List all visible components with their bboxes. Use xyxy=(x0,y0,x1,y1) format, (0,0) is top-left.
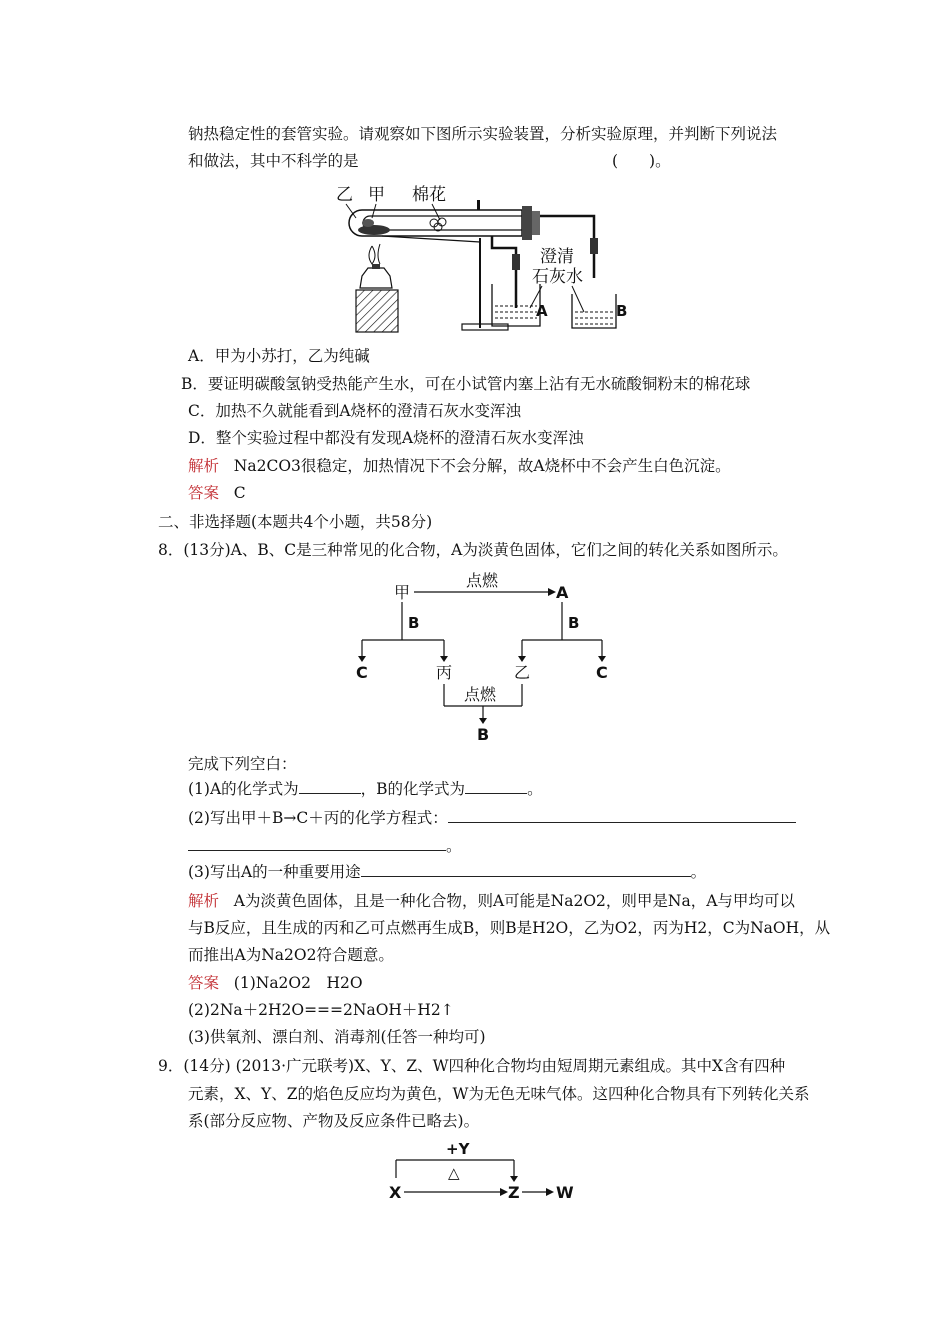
q7-analysis xyxy=(188,456,731,476)
q8-sub1-text-b: ，B的化学式为 xyxy=(360,780,466,798)
node-c-left: C xyxy=(356,663,368,682)
label-limewater-1: 澄清 xyxy=(540,247,574,267)
q8-answer-1: (1)Na2O2 H2O xyxy=(233,974,363,992)
q8-blank-equation-1[interactable] xyxy=(448,808,796,823)
label-beaker-b: B xyxy=(616,302,628,320)
q8-analysis-label: 解析 xyxy=(188,892,220,910)
node-w: W xyxy=(556,1183,574,1202)
q7-intro-line2 xyxy=(188,151,359,171)
q7-answer-paren: ( )。 xyxy=(612,152,671,170)
q8-analysis-line3: 而推出A为Na2O2符合题意。 xyxy=(188,946,394,964)
q7-option-a: A．甲为小苏打，乙为纯碱 xyxy=(188,347,370,365)
q7-answer-value: C xyxy=(233,484,246,502)
q7-apparatus-figure xyxy=(332,178,632,338)
q7-intro-line1: 钠热稳定性的套管实验。请观察如下图所示实验装置，分析实验原理，并判断下列说法 xyxy=(188,125,778,143)
q8-analysis-text-1: A为淡黄色固体，且是一种化合物，则A可能是Na2O2，则甲是Na，A与甲均可以 xyxy=(233,892,795,910)
node-z: Z xyxy=(508,1183,520,1202)
node-a: A xyxy=(556,583,569,602)
q8-sub1 xyxy=(188,779,543,799)
q8-sub3-text: (3)写出A的一种重要用途 xyxy=(188,863,361,881)
label-b-right: B xyxy=(568,614,580,632)
q8-answer-label: 答案 xyxy=(188,974,220,992)
label-ignite-bottom: 点燃 xyxy=(464,685,497,704)
q7-option-d: D．整个实验过程中都没有发现A烧杯的澄清石灰水变浑浊 xyxy=(188,429,584,447)
q9-line2: 元素，X、Y、Z的焰色反应均为黄色，W为无色无味气体。这四种化合物具有下列转化关系 xyxy=(188,1085,810,1103)
q8-answer-line2: (2)2Na＋2H2O===2NaOH＋H2↑ xyxy=(188,1001,454,1019)
node-yi: 乙 xyxy=(514,663,531,682)
q9-conversion-diagram xyxy=(386,1138,586,1204)
q8-sub2-cont xyxy=(188,836,462,856)
node-c-right: C xyxy=(596,663,608,682)
label-jia: 甲 xyxy=(368,185,385,205)
node-jia: 甲 xyxy=(394,583,411,602)
label-delta: △ xyxy=(448,1164,460,1182)
label-beaker-a: A xyxy=(536,302,548,320)
q8-answer-line3: (3)供氧剂、漂白剂、消毒剂(任答一种均可) xyxy=(188,1028,486,1046)
q8-blank-use[interactable] xyxy=(361,862,691,877)
q7-analysis-formula: Na2CO3 xyxy=(233,457,301,475)
node-b-bottom: B xyxy=(477,725,490,744)
q9-line1: 9．(14分) (2013·广元联考)X、Y、Z、W四种化合物均由短周期元素组成。其中X含有四种 xyxy=(158,1057,786,1075)
q8-sub1-text-a: (1)A的化学式为 xyxy=(188,780,299,798)
q8-analysis-line2: 与B反应，且生成的丙和乙可点燃再生成B，则B是H2O，乙为O2，丙为H2，C为NaOH，从 xyxy=(188,919,831,937)
label-plus-y: +Y xyxy=(446,1140,470,1158)
q8-blank-a-formula[interactable] xyxy=(299,779,361,794)
q9-line3: 系(部分反应物、产物及反应条件已略去)。 xyxy=(188,1112,480,1130)
q7-analysis-label: 解析 xyxy=(188,457,220,475)
q7-answer xyxy=(188,483,246,503)
q8-answer-line1 xyxy=(188,973,363,993)
q8-sub1-text-c: 。 xyxy=(527,780,543,798)
q7-analysis-text: 很稳定，加热情况下不会分解，故A烧杯中不会产生白色沉淀。 xyxy=(300,457,731,475)
label-cotton: 棉花 xyxy=(412,185,446,205)
q8-blank-equation-2[interactable] xyxy=(188,836,446,851)
q8-blank-b-formula[interactable] xyxy=(465,779,527,794)
q8-stem: 8．(13分)A、B、C是三种常见的化合物，A为淡黄色固体，它们之间的转化关系如图所示。 xyxy=(158,541,788,559)
q8-sub3 xyxy=(188,862,706,882)
q8-prompt: 完成下列空白： xyxy=(188,755,297,773)
q8-sub3-end: 。 xyxy=(690,863,707,881)
label-b-left: B xyxy=(408,614,420,632)
q7-answer-label: 答案 xyxy=(188,484,220,502)
q7-option-b: B．要证明碳酸氢钠受热能产生水，可在小试管内塞上沾有无水硫酸铜粉末的棉花球 xyxy=(181,375,751,393)
q8-analysis-line1 xyxy=(188,891,795,911)
node-bing: 丙 xyxy=(436,663,453,682)
q8-sub2-text: (2)写出甲＋B→C＋丙的化学方程式： xyxy=(188,809,448,827)
q8-conversion-diagram xyxy=(350,566,610,746)
label-yi: 乙 xyxy=(336,185,353,205)
q7-option-c: C．加热不久就能看到A烧杯的澄清石灰水变浑浊 xyxy=(188,402,522,420)
section-heading: 二、非选择题(本题共4个小题，共58分) xyxy=(158,513,433,531)
q8-sub2-end: 。 xyxy=(446,837,462,855)
label-limewater-2: 石灰水 xyxy=(532,267,583,287)
label-ignite-top: 点燃 xyxy=(466,571,499,590)
q8-sub2 xyxy=(188,808,796,828)
node-x: X xyxy=(389,1183,402,1202)
q7-intro-text: 和做法，其中不科学的是 xyxy=(188,152,359,170)
